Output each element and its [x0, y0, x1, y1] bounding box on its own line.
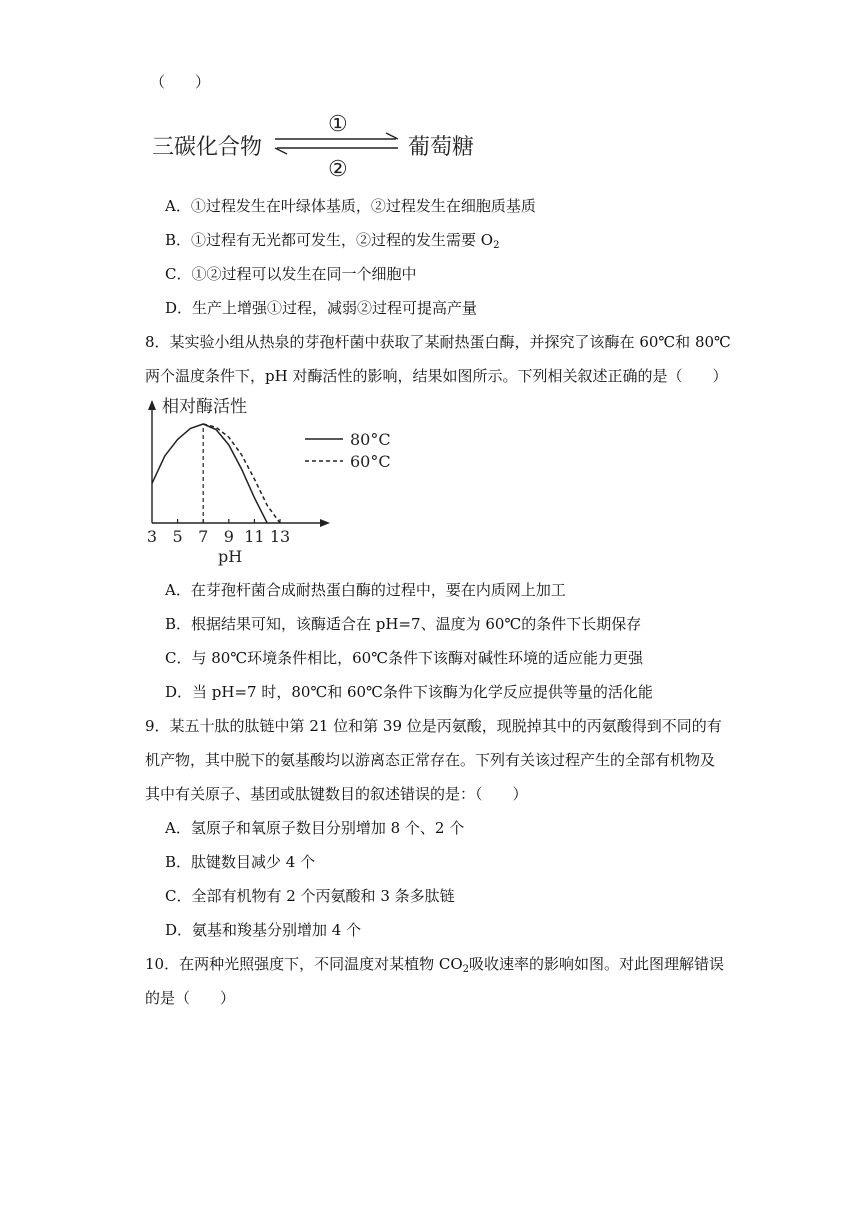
- q9-option-b: B．肽键数目减少 4 个: [165, 853, 316, 871]
- q10-stem-sub: 2: [462, 964, 470, 975]
- q8-stem-line-1: 8．某实验小组从热泉的芽孢杆菌中获取了某耐热蛋白酶，并探究了该酶在 60℃和 80℃: [145, 333, 731, 351]
- x-tick-label: 9: [223, 527, 234, 546]
- q10-stem-text-a: 10．在两种光照强度下，不同温度对某植物 CO: [145, 955, 463, 973]
- enzyme-activity-chart: [140, 392, 400, 570]
- q7-option-b-text: B．①过程有无光都可发生，②过程的发生需要 O: [165, 231, 494, 249]
- q9-stem-line-2: 机产物，其中脱下的氨基酸均以游离态正常存在。下列有关该过程产生的全部有机物及: [145, 751, 716, 769]
- series-line-60c: [203, 424, 280, 523]
- q9-stem-line-1: 9．某五十肽的肽链中第 21 位和第 39 位是丙氨酸，现脱掉其中的丙氨酸得到不同的有: [145, 717, 722, 735]
- q7-option-c: C．①②过程可以发生在同一个细胞中: [165, 265, 417, 283]
- x-axis-label: pH: [218, 547, 243, 566]
- answer-parenthesis: （ ）: [150, 73, 211, 91]
- series-line-80c: [152, 424, 267, 523]
- q8-stem-line-2: 两个温度条件下，pH 对酶活性的影响，结果如图所示。下列相关叙述正确的是（ ）: [145, 367, 728, 385]
- x-tick-label: 7: [198, 527, 209, 546]
- reaction-diagram: [150, 108, 490, 188]
- q9-option-a: A．氢原子和氧原子数目分别增加 8 个、2 个: [165, 819, 465, 837]
- q9-option-d: D．氨基和羧基分别增加 4 个: [165, 921, 362, 939]
- q7-option-d: D．生产上增强①过程，减弱②过程可提高产量: [165, 299, 478, 317]
- reverse-arrow: [275, 148, 398, 154]
- x-axis-arrow: [320, 519, 330, 527]
- legend-label: 60°C: [350, 452, 391, 471]
- q8-option-c: C．与 80℃环境条件相比，60℃条件下该酶对碱性环境的适应能力更强: [165, 649, 643, 667]
- product-label: 葡萄糖: [408, 135, 475, 160]
- q10-stem-text-b: 吸收速率的影响如图。对此图理解错误: [469, 955, 725, 973]
- process-2-label: ②: [328, 157, 348, 182]
- q7-option-a: A．①过程发生在叶绿体基质，②过程发生在细胞质基质: [165, 197, 536, 215]
- q9-stem-line-3: 其中有关原子、基团或肽键数目的叙述错误的是：（ ）: [145, 785, 528, 803]
- q7-option-b-sub: 2: [493, 240, 500, 251]
- y-axis-label: 相对酶活性: [162, 397, 247, 417]
- q8-option-a: A．在芽孢杆菌合成耐热蛋白酶的过程中，要在内质网上加工: [165, 581, 566, 599]
- x-tick-label: 13: [269, 527, 291, 546]
- q8-option-d: D．当 pH=7 时，80℃和 60℃条件下该酶为化学反应提供等量的活化能: [165, 683, 653, 701]
- q9-option-c: C．全部有机物有 2 个丙氨酸和 3 条多肽链: [165, 887, 455, 905]
- legend-label: 80°C: [350, 430, 391, 449]
- q10-stem-line-1: [145, 954, 724, 974]
- q7-option-b: [165, 230, 499, 250]
- x-tick-label: 5: [172, 527, 183, 546]
- reactant-label: 三碳化合物: [152, 135, 263, 160]
- x-tick-label: 3: [146, 527, 158, 546]
- q10-stem-line-2: 的是（ ）: [145, 989, 236, 1007]
- process-1-label: ①: [328, 112, 348, 137]
- y-axis-arrow: [148, 400, 156, 410]
- x-tick-label: 11: [244, 527, 265, 546]
- q8-option-b: B．根据结果可知，该酶适合在 pH=7、温度为 60℃的条件下长期保存: [165, 615, 642, 633]
